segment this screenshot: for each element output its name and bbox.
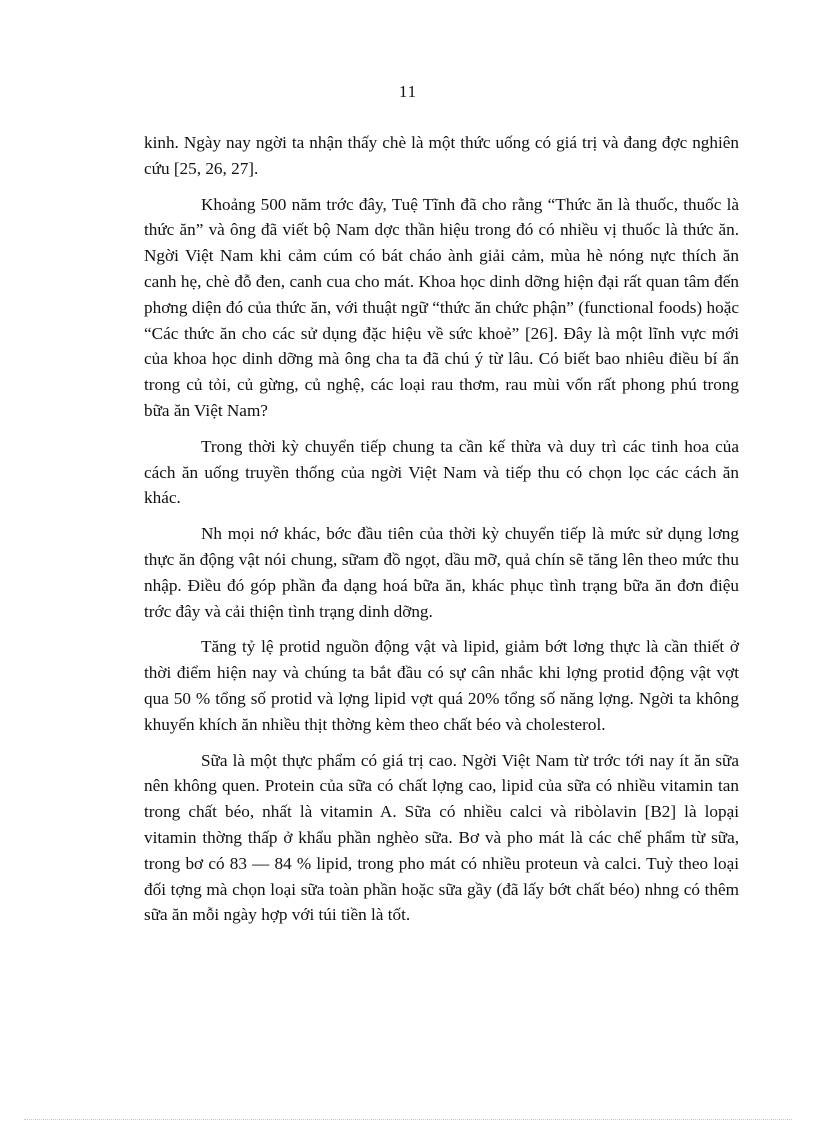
paragraph-continuation: kinh. Ngày nay ngời ta nhận thấy chè là một thức uống có giá trị và đang đợc nghiên cứu [25, 26, 27]. — [144, 133, 739, 178]
page-bottom-divider — [24, 1119, 792, 1120]
page-number: 11 — [398, 82, 418, 101]
paragraph-other-countries: Nh mọi nớ khác, bớc đầu tiên của thời kỳ chuyển tiếp là mức sử dụng lơng thực ăn động vật nói chung, sữam đồ ngọt, dầu mỡ, quả chín sẽ tăng lên theo mức thu nhập. Điều đó góp phần đa dạng hoá bữa ăn, khác phục tình trạng bữa ăn đơn điệu trớc đây và cải thiện tình trạng dinh dỡng. — [144, 524, 739, 621]
paragraph-milk: Sữa là một thực phẩm có giá trị cao. Ngời Việt Nam từ trớc tới nay ít ăn sữa nên không quen. Protein của sữa có chất lợng cao, lipid của sữa có nhiều vitamin tan trong chất béo, nhất là vitamin A. Sữa có nhiều calci và ribòlavin [B2] là lopại vitamin thờng thấp ở khẩu phần nghèo sữa. Bơ và pho mát là các chế phẩm từ sữa, trong bơ có 83 — 84 % lipid, trong pho mát có nhiều proteun và calci. Tuỳ theo loại đối tợng mà chọn loại sữa toàn phần hoặc sữa gầy (đã lấy bớt chất béo) nhng có thêm sữa ăn mỗi ngày hợp với túi tiền là tốt. — [144, 750, 739, 925]
paragraph-protid-lipid: Tăng tỷ lệ protid nguồn động vật và lipid, giảm bớt lơng thực là cần thiết ở thời điểm hiện nay và chúng ta bắt đầu có sự cân nhắc khi lợng protid động vật vợt qua 50 % tổng số protid và lợng lipid vợt quá 20% tổng số năng lợng. Ngời ta không khuyến khích ăn nhiều thịt thờng kèm theo chất béo và cholesterol. — [144, 637, 739, 734]
paragraph-transition-period: Trong thời kỳ chuyển tiếp chung ta cần kế thừa và duy trì các tinh hoa của cách ăn uống truyền thống của ngời Việt Nam và tiếp thu có chọn lọc các cách ăn khác. — [144, 436, 739, 508]
document-body — [144, 130, 739, 938]
paragraph-tue-tinh: Khoảng 500 năm trớc đây, Tuệ Tĩnh đã cho rằng “Thức ăn là thuốc, thuốc là thức ăn” và ông đã viết bộ Nam dợc thần hiệu trong đó có nhiều vị thuốc là thức ăn. Ngời Việt Nam khi cảm cúm có bát cháo ành giải cảm, mùa hè nóng nực thích ăn canh hẹ, chè đỗ đen, canh cua cho mát. Khoa học dinh dỡng hiện đại rất quan tâm đến phơng diện đó của thức ăn, với thuật ngữ “thức ăn chức phận” (functional foods) hoặc “Các thức ăn cho các sử dụng đặc hiệu về sức khoẻ” [26]. Đây là một lĩnh vực mới của khoa học dinh dỡng mà ông cha ta đã chú ý từ lâu. Có biết bao nhiêu điều bí ẩn trong củ tỏi, củ gừng, củ nghệ, các loại rau thơm, rau mùi vốn rất phong phú trong bữa ăn Việt Nam? — [144, 194, 739, 420]
